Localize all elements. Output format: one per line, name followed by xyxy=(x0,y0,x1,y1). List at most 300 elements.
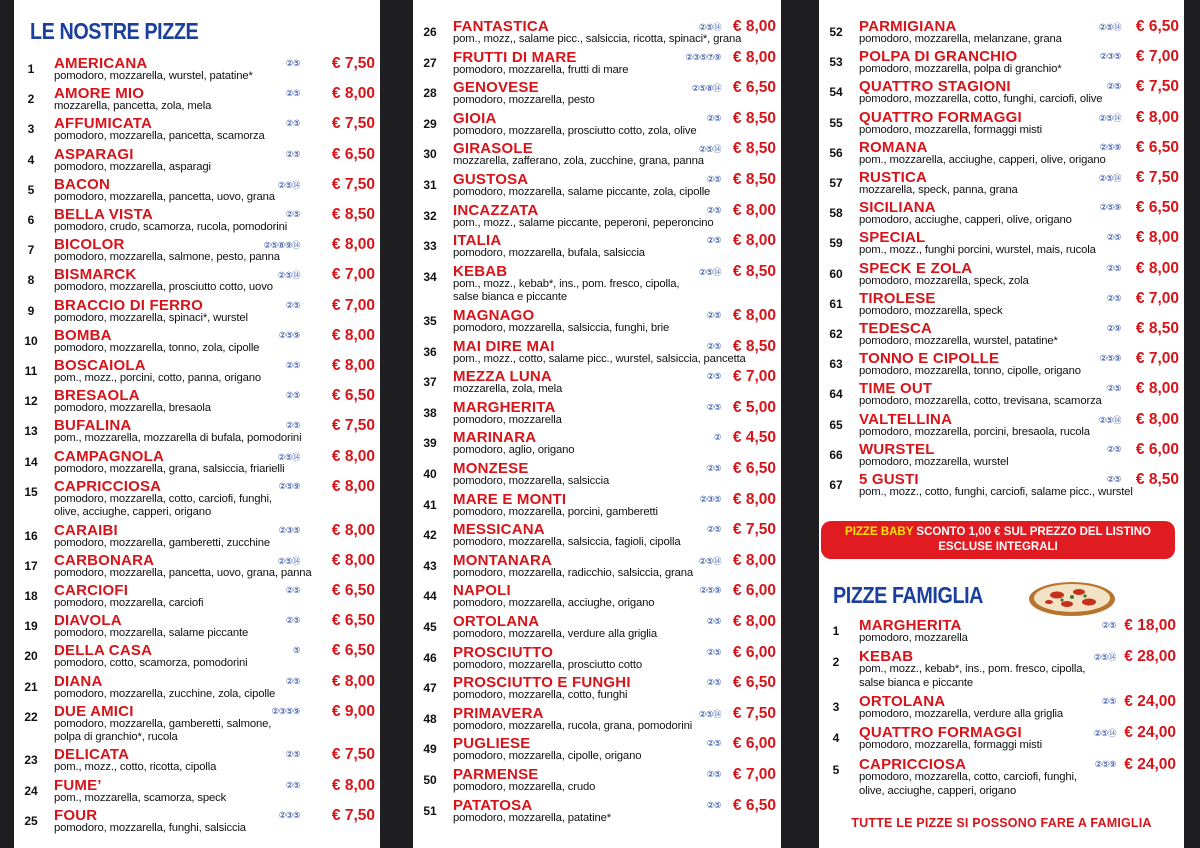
item-number: 3 xyxy=(27,122,35,137)
item-name: DIAVOLA xyxy=(54,612,122,630)
item-number: 21 xyxy=(24,679,38,694)
item-price: € 8,00 xyxy=(331,776,375,794)
item-price: € 8,00 xyxy=(732,551,776,569)
item-number: 53 xyxy=(829,55,843,70)
item-name: TIME OUT xyxy=(859,380,933,398)
item-name: SICILIANA xyxy=(859,199,936,217)
item-price: € 6,50 xyxy=(732,79,776,97)
allergen-codes: ②⑤⑭ xyxy=(1093,652,1116,662)
item-number: 44 xyxy=(423,589,437,604)
item-ingredients: pomodoro, mozzarella, verdure alla griglia xyxy=(859,708,1064,720)
allergen-codes: ②⑤ xyxy=(285,118,300,129)
item-ingredients: pomodoro, mozzarella, asparagi xyxy=(54,160,211,173)
item-ingredients: pomodoro, mozzarella, carciofi xyxy=(54,596,204,609)
item-number: 59 xyxy=(829,236,843,251)
item-name: BRESAOLA xyxy=(54,387,140,405)
item-price: € 8,50 xyxy=(732,262,776,280)
item-price: € 8,00 xyxy=(1135,108,1179,126)
item-name: FUME’ xyxy=(54,776,102,794)
baby-line2: ESCLUSE INTEGRALI xyxy=(938,541,1058,553)
item-name: ITALIA xyxy=(453,232,502,250)
allergen-codes: ②③⑤ xyxy=(278,809,300,820)
item-price: € 7,50 xyxy=(331,175,375,193)
baby-line1: SCONTO 1,00 € SUL PREZZO DEL LISTINO xyxy=(916,526,1151,538)
item-name: DIANA xyxy=(54,672,103,690)
allergen-codes: ②⑤⑭ xyxy=(277,555,300,566)
item-ingredients: pomodoro, mozzarella, prosciutto cotto xyxy=(453,658,642,671)
item-price: € 6,50 xyxy=(1135,18,1179,35)
item-name: MONTANARA xyxy=(453,551,553,569)
item-price: € 6,50 xyxy=(331,581,375,599)
item-price: € 8,50 xyxy=(1135,320,1179,337)
item-ingredients: pomodoro, mozzarella, cotto, funghi, carciofi, olive xyxy=(859,93,1103,106)
allergen-codes: ②⑤ xyxy=(706,340,721,351)
item-price: € 7,50 xyxy=(1135,169,1179,186)
item-number: 18 xyxy=(24,588,38,603)
item-ingredients: pomodoro, mozzarella, wurstel xyxy=(859,455,1009,468)
item-ingredients: pomodoro, mozzarella, frutti di mare xyxy=(453,63,629,76)
allergen-codes: ②⑨ xyxy=(1106,323,1121,333)
item-number: 7 xyxy=(27,243,35,258)
item-name: BRACCIO DI FERRO xyxy=(54,296,204,314)
item-ingredients: pom., mozz., cotto, funghi, carciofi, salame picc., wurstel xyxy=(859,486,1133,498)
item-name: QUATTRO STAGIONI xyxy=(859,78,1011,96)
allergen-codes: ②⑤ xyxy=(285,675,300,686)
item-ingredients: pomodoro, mozzarella, speck, zola xyxy=(859,274,1029,287)
item-number: 12 xyxy=(24,394,38,409)
item-ingredients: pomodoro, mozzarella, salsiccia, funghi, brie xyxy=(453,321,670,334)
item-number: 38 xyxy=(423,405,437,420)
item-ingredients: mozzarella, zafferano, zola, zucchine, grana, panna xyxy=(453,155,704,168)
item-name: GUSTOSA xyxy=(453,171,529,188)
allergen-codes: ②⑤ xyxy=(1101,620,1116,630)
item-ingredients: pomodoro, mozzarella, gamberetti, salmone, xyxy=(54,717,272,730)
item-number: 40 xyxy=(423,466,437,481)
allergen-codes: ②⑤⑧⑭ xyxy=(691,83,721,94)
heading-pizze-famiglia: PIZZE FAMIGLIA xyxy=(833,582,984,608)
item-name: INCAZZATA xyxy=(453,201,539,219)
item-price: € 8,00 xyxy=(1135,410,1179,428)
item-name: DUE AMICI xyxy=(54,702,134,720)
item-price: € 7,00 xyxy=(331,296,375,314)
item-number: 31 xyxy=(423,178,437,192)
item-number: 39 xyxy=(423,436,437,451)
item-price: € 8,00 xyxy=(732,18,776,35)
item-ingredients: pom., mozz., salame piccante, peperoni, peperoncino xyxy=(453,216,714,229)
allergen-codes: ②⑤⑭ xyxy=(277,270,300,281)
item-price: € 8,50 xyxy=(732,109,776,127)
item-name: PARMENSE xyxy=(453,765,539,783)
item-ingredients: pomodoro, mozzarella, salmone, pesto, panna xyxy=(54,251,280,264)
item-name: BOSCAIOLA xyxy=(54,357,146,374)
item-ingredients: mozzarella, zola, mela xyxy=(453,383,563,396)
item-number: 15 xyxy=(24,484,38,499)
item-ingredients: pomodoro, mozzarella, tonno, cipolle, origano xyxy=(859,365,1081,378)
item-price: € 8,00 xyxy=(331,551,375,569)
allergen-codes: ②⑤ xyxy=(706,677,721,688)
item-number: 11 xyxy=(24,364,38,378)
item-name: ORTOLANA xyxy=(453,612,540,630)
item-ingredients: pomodoro, mozzarella, tonno, zola, cipolle xyxy=(54,341,260,354)
item-number: 54 xyxy=(829,85,843,100)
item-ingredients: pomodoro, mozzarella, wurstel, patatine* xyxy=(859,335,1058,347)
allergen-codes: ②⑤ xyxy=(1106,232,1121,243)
item-price: € 8,00 xyxy=(1135,259,1179,277)
item-name: SPECIAL xyxy=(859,229,926,247)
item-name: FRUTTI DI MARE xyxy=(453,48,577,66)
item-price: € 8,00 xyxy=(331,521,375,539)
panel-middle xyxy=(413,0,781,848)
item-price: € 7,50 xyxy=(331,746,375,764)
item-number: 60 xyxy=(829,266,843,281)
item-price: € 8,00 xyxy=(331,326,375,344)
allergen-codes: ②⑤⑧⑨⑭ xyxy=(263,240,300,251)
allergen-codes: ② xyxy=(713,432,721,443)
item-name: WURSTEL xyxy=(859,440,935,458)
item-name: KEBAB xyxy=(453,262,508,280)
item-ingredients: salse bianca e piccante xyxy=(453,291,567,304)
item-ingredients: pomodoro, mozzarella, patatine* xyxy=(453,811,611,824)
item-price: € 6,50 xyxy=(1135,199,1179,217)
pizza-photo xyxy=(1027,578,1117,618)
item-ingredients: pomodoro, mozzarella, porcini, bresaola, rucola xyxy=(859,425,1090,438)
item-name: POLPA DI GRANCHIO xyxy=(859,48,1018,66)
item-price: € 6,50 xyxy=(331,145,375,163)
item-ingredients: pom., mozz., kebab*, ins., pom. fresco, cipolla, xyxy=(859,663,1086,675)
item-price: € 8,00 xyxy=(1135,380,1179,398)
allergen-codes: ②⑤ xyxy=(1106,292,1121,303)
allergen-codes: ②⑤ xyxy=(1101,696,1116,706)
item-price: € 7,00 xyxy=(732,368,776,386)
item-name: TEDESCA xyxy=(859,320,933,337)
item-price: € 6,50 xyxy=(331,612,375,630)
item-name: MEZZA LUNA xyxy=(453,368,552,386)
item-name: QUATTRO FORMAGGI xyxy=(859,108,1022,126)
item-number: 19 xyxy=(24,619,38,634)
item-ingredients: olive, acciughe, capperi, origano xyxy=(54,506,212,519)
item-number: 35 xyxy=(423,313,437,328)
item-price: € 8,00 xyxy=(1135,229,1179,247)
allergen-codes: ②⑤ xyxy=(706,235,721,246)
item-price: € 18,00 xyxy=(1124,617,1176,634)
item-ingredients: pomodoro, acciughe, capperi, olive, origano xyxy=(859,214,1072,227)
item-name: MESSICANA xyxy=(453,521,545,539)
item-ingredients: pom., mozzarella, acciughe, capperi, olive, origano xyxy=(859,153,1106,166)
item-ingredients: pom., mozz., porcini, cotto, panna, origano xyxy=(54,372,262,384)
item-ingredients: pomodoro, mozzarella, rucola, grana, pomodorini xyxy=(453,719,693,732)
item-number: 58 xyxy=(829,206,843,221)
allergen-codes: ②⑤⑭ xyxy=(1098,173,1121,183)
item-number: 4 xyxy=(27,152,35,167)
allergen-codes: ②⑤ xyxy=(285,749,300,760)
item-ingredients: pom., mozzarella, mozzarella di bufala, pomodorini xyxy=(54,432,302,445)
item-number: 43 xyxy=(423,558,437,573)
item-name: PATATOSA xyxy=(453,796,533,814)
item-name: CARCIOFI xyxy=(54,581,129,599)
item-name: FOUR xyxy=(54,806,98,824)
allergen-codes: ②⑤⑭ xyxy=(1093,728,1116,738)
allergen-codes: ②⑤ xyxy=(1106,81,1121,92)
item-name: KEBAB xyxy=(859,648,914,665)
item-ingredients: pomodoro, mozzarella, formaggi misti xyxy=(859,123,1042,136)
item-price: € 8,00 xyxy=(732,612,776,630)
item-ingredients: pomodoro, mozzarella, verdure alla griglia xyxy=(453,627,658,640)
allergen-codes: ②⑤⑭ xyxy=(1098,22,1121,32)
item-ingredients: polpa di granchio*, rucola xyxy=(54,731,178,744)
item-ingredients: pomodoro, mozzarella, bresaola xyxy=(54,402,211,415)
allergen-codes: ②⑤ xyxy=(706,112,721,123)
item-number: 23 xyxy=(24,753,38,768)
item-name: 5 GUSTI xyxy=(859,471,919,488)
item-name: CARBONARA xyxy=(54,551,155,569)
item-number: 32 xyxy=(423,208,437,223)
baby-highlight: PIZZE BABY xyxy=(845,526,914,538)
allergen-codes: ②⑤ xyxy=(285,299,300,310)
item-ingredients: pomodoro, crudo, scamorza, rucola, pomodorini xyxy=(54,221,288,233)
item-ingredients: mozzarella, speck, panna, grana xyxy=(859,184,1018,196)
allergen-codes: ②⑤ xyxy=(285,390,300,401)
item-price: € 7,50 xyxy=(1135,78,1179,96)
item-price: € 7,50 xyxy=(331,806,375,824)
item-name: PRIMAVERA xyxy=(453,704,544,722)
allergen-codes: ②⑤⑭ xyxy=(698,144,721,155)
item-number: 45 xyxy=(423,619,437,634)
allergen-codes: ②⑤⑨ xyxy=(1099,202,1121,213)
item-ingredients: pomodoro, mozzarella, prosciutto cotto, uovo xyxy=(54,281,273,294)
item-price: € 6,50 xyxy=(331,387,375,405)
item-number: 28 xyxy=(423,86,437,101)
item-price: € 6,00 xyxy=(732,582,776,600)
item-ingredients: pomodoro, mozzarella, salame piccante, zola, cipolle xyxy=(453,186,711,198)
item-ingredients: pom., mozz., cotto, ricotta, cipolla xyxy=(54,761,217,774)
item-name: TONNO E CIPOLLE xyxy=(859,350,1000,368)
item-name: MARGHERITA xyxy=(453,398,556,416)
allergen-codes: ②⑤ xyxy=(706,174,721,184)
allergen-codes: ②③⑤⑦⑨ xyxy=(685,51,721,62)
item-ingredients: pomodoro, mozzarella, radicchio, salsiccia, grana xyxy=(453,566,694,579)
allergen-codes: ②⑤ xyxy=(1106,443,1121,454)
item-ingredients: pom., mozz., kebab*, ins., pom. fresco, cipolla, xyxy=(453,277,680,290)
allergen-codes: ②⑤⑭ xyxy=(698,266,721,277)
item-price: € 8,00 xyxy=(331,672,375,690)
item-number: 27 xyxy=(423,55,437,70)
item-name: QUATTRO FORMAGGI xyxy=(859,724,1022,741)
item-ingredients: pomodoro, mozzarella, pesto xyxy=(453,94,595,107)
item-ingredients: pomodoro, mozzarella, salsiccia, fagioli, cipolla xyxy=(453,536,681,549)
item-ingredients: pomodoro, mozzarella, wurstel, patatine* xyxy=(54,70,253,82)
item-ingredients: pomodoro, mozzarella, pancetta, scamorza xyxy=(54,130,265,143)
item-number: 64 xyxy=(829,387,843,402)
item-ingredients: pomodoro, mozzarella, cotto, carciofi, funghi, xyxy=(859,771,1077,783)
item-ingredients: pomodoro, mozzarella, crudo xyxy=(453,780,596,793)
item-name: AMERICANA xyxy=(54,55,148,72)
item-name: PUGLIESE xyxy=(453,735,531,753)
allergen-codes: ②⑤ xyxy=(1106,474,1121,484)
item-number: 26 xyxy=(423,25,437,39)
item-ingredients: pomodoro, mozzarella, cotto, funghi xyxy=(453,689,628,702)
item-name: GIRASOLE xyxy=(453,140,533,158)
allergen-codes: ②⑤⑨ xyxy=(278,480,300,491)
item-price: € 8,50 xyxy=(732,337,776,355)
item-ingredients: pomodoro, mozzarella, speck xyxy=(859,304,1003,317)
item-name: BUFALINA xyxy=(54,417,132,435)
item-number: 46 xyxy=(423,650,437,665)
item-ingredients: pomodoro, mozzarella, bufala, salsiccia xyxy=(453,247,645,260)
item-name: DELLA CASA xyxy=(54,642,153,660)
item-price: € 9,00 xyxy=(331,702,375,720)
item-number: 10 xyxy=(24,333,38,348)
item-ingredients: pom., mozz., cotto, salame picc., wurstel, salsiccia, pancetta xyxy=(453,352,746,365)
allergen-codes: ②⑤ xyxy=(706,615,721,626)
item-name: MARGHERITA xyxy=(859,617,962,634)
item-number: 52 xyxy=(829,25,843,39)
item-name: PARMIGIANA xyxy=(859,18,957,35)
item-ingredients: pomodoro, mozzarella, polpa di granchio* xyxy=(859,63,1062,76)
item-ingredients: pomodoro, mozzarella, grana, salsiccia, friarielli xyxy=(54,462,285,475)
allergen-codes: ②⑤ xyxy=(706,768,721,779)
heading-le-nostre-pizze: LE NOSTRE PIZZE xyxy=(30,18,199,44)
item-name: BICOLOR xyxy=(54,236,125,254)
item-ingredients: mozzarella, pancetta, zola, mela xyxy=(54,100,212,113)
item-price: € 8,00 xyxy=(331,236,375,254)
item-price: € 6,50 xyxy=(1135,138,1179,156)
item-ingredients: pomodoro, mozzarella, melanzane, grana xyxy=(859,33,1062,45)
item-number: 16 xyxy=(24,528,38,543)
item-price: € 7,00 xyxy=(1135,289,1179,307)
item-number: 62 xyxy=(829,327,843,341)
item-ingredients: pomodoro, mozzarella, porcini, gamberetti xyxy=(453,505,658,518)
item-name: GIOIA xyxy=(453,109,497,127)
allergen-codes: ②③⑤ xyxy=(278,524,300,535)
item-name: AFFUMICATA xyxy=(54,115,153,133)
allergen-codes: ②⑤⑨ xyxy=(1099,141,1121,152)
item-price: € 5,00 xyxy=(732,398,776,416)
item-number: 34 xyxy=(423,269,437,284)
item-name: MAI DIRE MAI xyxy=(453,337,555,355)
item-ingredients: pom., mozz., funghi porcini, wurstel, mais, rucola xyxy=(859,244,1096,257)
allergen-codes: ②⑤⑭ xyxy=(698,708,721,719)
allergen-codes: ②⑤⑭ xyxy=(277,451,300,462)
item-price: € 7,50 xyxy=(331,115,375,133)
allergen-codes: ②⑤ xyxy=(285,584,300,595)
allergen-codes: ②⑤ xyxy=(706,462,721,473)
item-price: € 6,00 xyxy=(1135,440,1179,458)
item-name: TIROLESE xyxy=(859,289,936,307)
item-number: 9 xyxy=(27,303,35,318)
allergen-codes: ②⑤ xyxy=(1106,383,1121,394)
item-number: 30 xyxy=(423,147,437,162)
item-price: € 7,50 xyxy=(732,704,776,722)
item-name: MARINARA xyxy=(453,429,537,447)
item-name: AMORE MIO xyxy=(54,85,145,103)
item-price: € 6,50 xyxy=(732,796,776,814)
item-name: GENOVESE xyxy=(453,79,539,97)
item-ingredients: salse bianca e piccante xyxy=(859,676,973,689)
item-number: 5 xyxy=(27,182,35,197)
item-price: € 7,00 xyxy=(331,266,375,284)
item-name: MARE E MONTI xyxy=(453,490,567,508)
item-ingredients: pom., mozz,, salame picc., salsiccia, ricotta, spinaci*, grana xyxy=(453,33,742,45)
item-number: 57 xyxy=(829,176,843,190)
item-ingredients: pomodoro, mozzarella, prosciutto cotto, zola, olive xyxy=(453,124,697,137)
item-ingredients: pomodoro, mozzarella, acciughe, origano xyxy=(453,597,655,610)
item-name: DELICATA xyxy=(54,746,130,764)
item-ingredients: pomodoro, mozzarella, salsiccia xyxy=(453,474,610,487)
item-price: € 8,00 xyxy=(732,232,776,250)
item-price: € 24,00 xyxy=(1124,756,1176,773)
item-number: 25 xyxy=(24,813,38,828)
item-number: 3 xyxy=(832,700,840,714)
allergen-codes: ②⑤ xyxy=(285,360,300,370)
allergen-codes: ②⑤⑨ xyxy=(278,329,300,340)
item-number: 8 xyxy=(27,273,35,288)
item-number: 6 xyxy=(27,213,35,227)
allergen-codes: ②⑤ xyxy=(706,309,721,320)
item-number: 33 xyxy=(423,239,437,254)
item-number: 50 xyxy=(423,772,437,787)
item-number: 1 xyxy=(832,624,840,638)
allergen-codes: ②⑤⑭ xyxy=(698,22,721,32)
allergen-codes: ⑤ xyxy=(292,645,300,656)
item-number: 13 xyxy=(24,424,38,439)
item-number: 2 xyxy=(832,655,840,669)
allergen-codes: ②⑤ xyxy=(706,204,721,215)
item-number: 48 xyxy=(423,711,437,726)
allergen-codes: ②⑤ xyxy=(285,779,300,790)
item-name: SPECK E ZOLA xyxy=(859,259,973,277)
item-name: NAPOLI xyxy=(453,582,511,600)
allergen-codes: ②⑤ xyxy=(285,148,300,159)
item-number: 56 xyxy=(829,145,843,160)
pizze-baby-banner xyxy=(821,521,1175,559)
item-name: VALTELLINA xyxy=(859,410,953,428)
allergen-codes: ②⑤⑨ xyxy=(699,585,721,596)
item-price: € 8,00 xyxy=(732,490,776,508)
item-ingredients: pomodoro, mozzarella, spinaci*, wurstel xyxy=(54,311,248,324)
panel-right xyxy=(819,0,1184,848)
allergen-codes: ②⑤ xyxy=(1106,262,1121,273)
item-price: € 7,00 xyxy=(1135,350,1179,368)
item-price: € 6,50 xyxy=(331,642,375,660)
item-ingredients: pomodoro, mozzarella, formaggi misti xyxy=(859,739,1042,751)
panel-left xyxy=(14,0,380,848)
item-name: BELLA VISTA xyxy=(54,206,153,223)
item-price: € 6,00 xyxy=(732,735,776,753)
item-price: € 7,50 xyxy=(732,521,776,539)
item-name: BACON xyxy=(54,175,110,193)
item-price: € 8,00 xyxy=(331,357,375,374)
item-name: PROSCIUTTO E FUNGHI xyxy=(453,674,631,692)
item-ingredients: pomodoro, mozzarella, pancetta, uovo, grana xyxy=(54,190,275,203)
item-ingredients: pomodoro, mozzarella, gamberetti, zucchine xyxy=(54,536,270,549)
allergen-codes: ②⑤⑨ xyxy=(1099,353,1121,364)
item-number: 51 xyxy=(423,803,437,818)
allergen-codes: ②⑤ xyxy=(706,371,721,382)
item-ingredients: pomodoro, aglio, origano xyxy=(453,444,575,457)
item-number: 4 xyxy=(832,731,840,745)
item-price: € 6,50 xyxy=(732,674,776,692)
allergen-codes: ②⑤ xyxy=(706,524,721,535)
item-number: 2 xyxy=(27,92,35,107)
item-name: CARAIBI xyxy=(54,521,118,539)
allergen-codes: ②⑤ xyxy=(706,401,721,412)
item-ingredients: pomodoro, mozzarella, pancetta, uovo, grana, panna xyxy=(54,566,312,579)
item-ingredients: pomodoro, mozzarella xyxy=(453,413,562,426)
item-number: 61 xyxy=(829,296,843,311)
item-number: 29 xyxy=(423,116,437,131)
item-price: € 7,00 xyxy=(732,765,776,783)
allergen-codes: ②⑤ xyxy=(706,799,721,810)
